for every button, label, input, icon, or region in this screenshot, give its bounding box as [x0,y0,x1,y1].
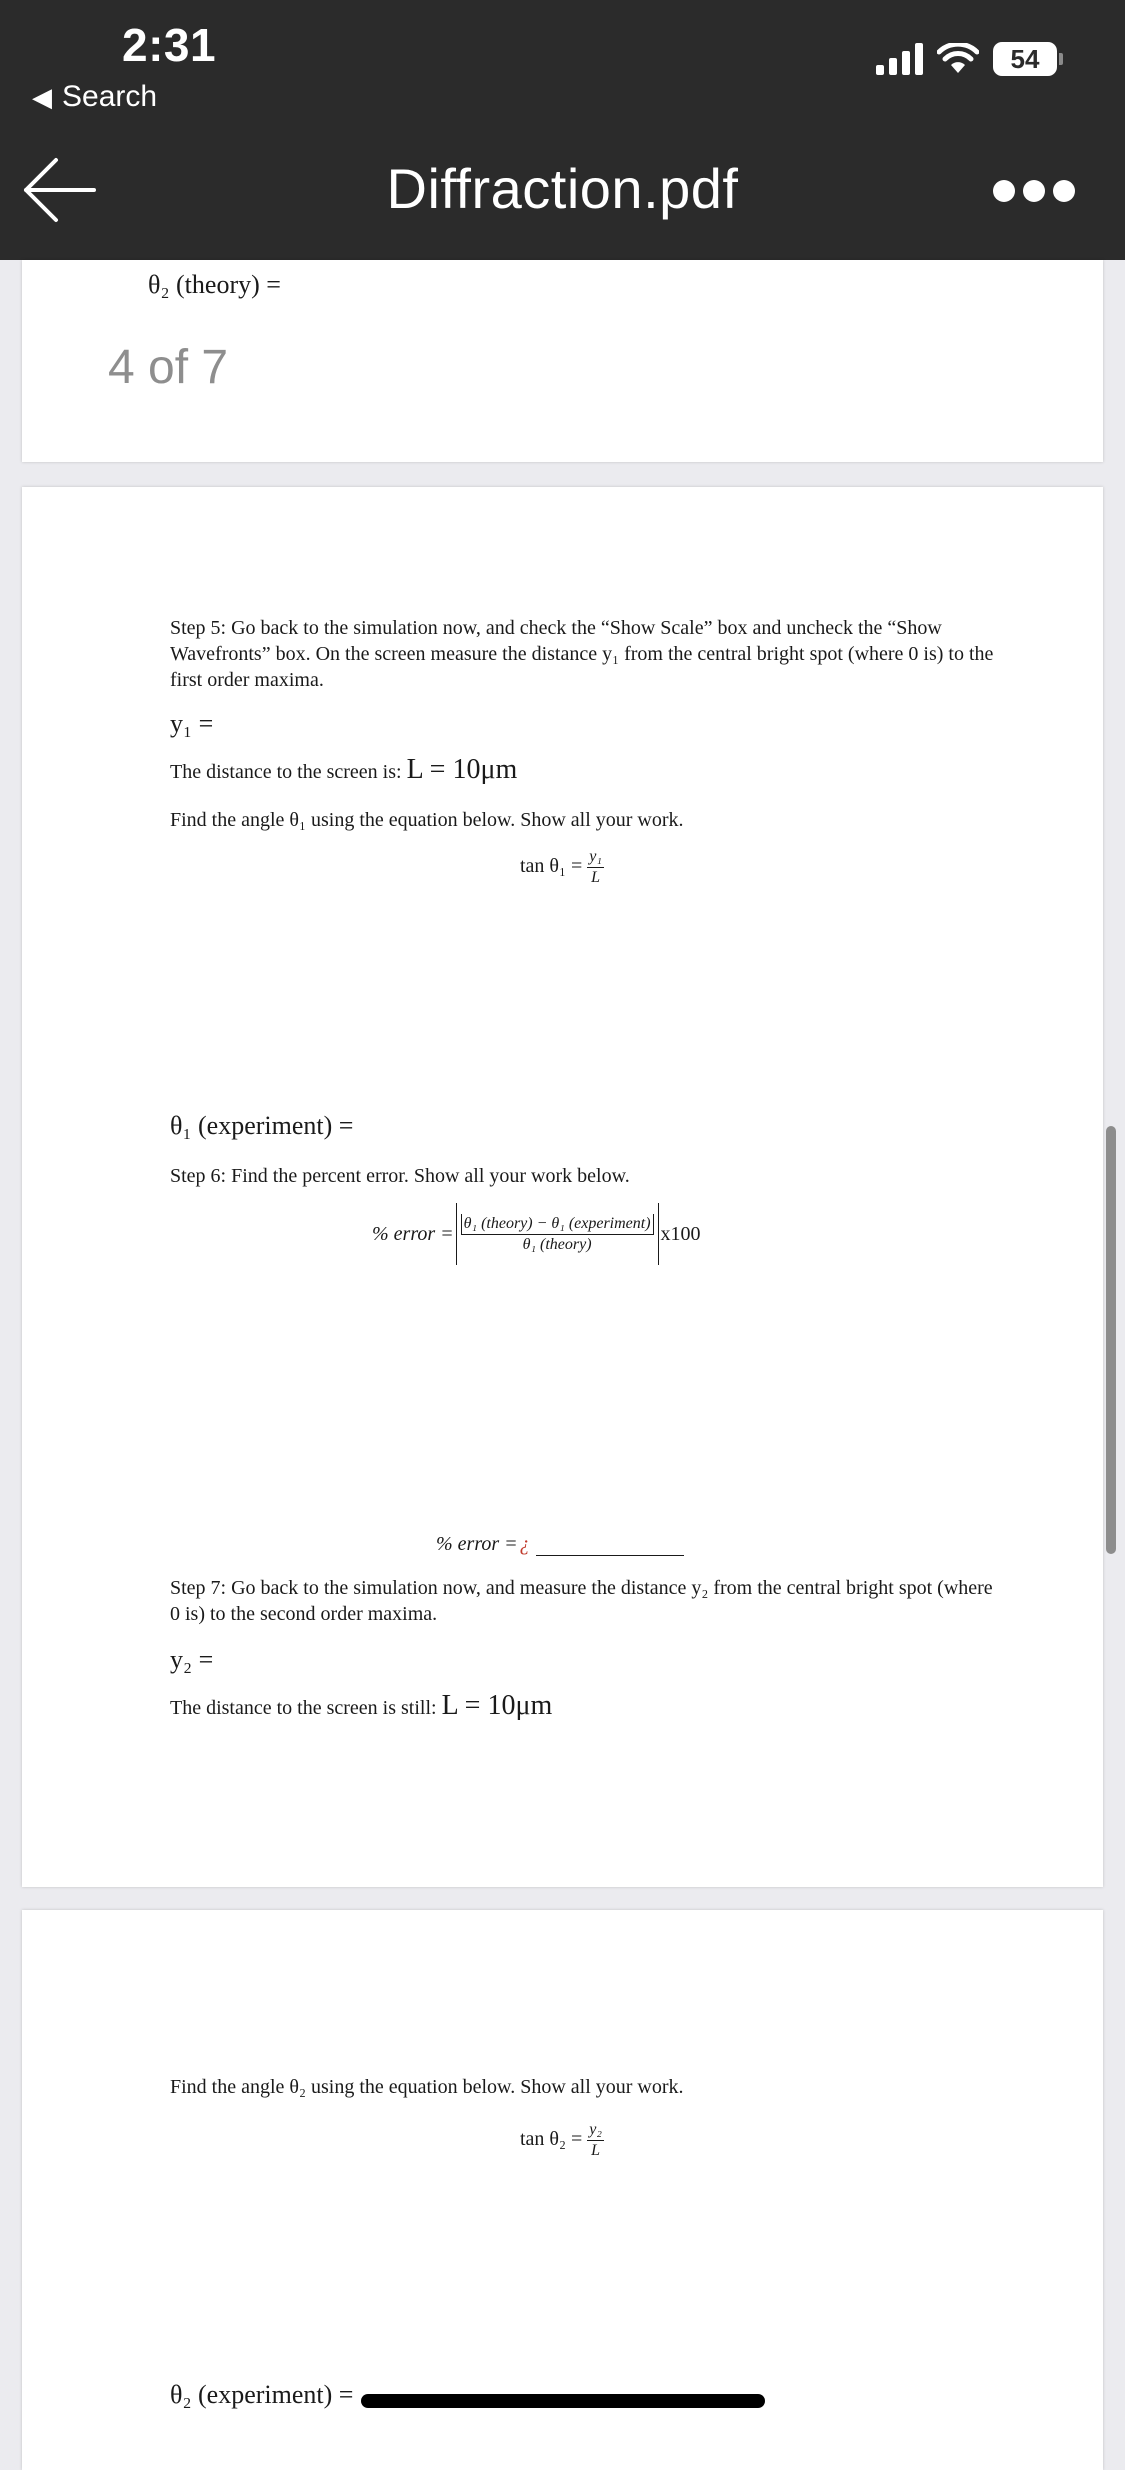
back-to-search-label: Search [62,80,158,113]
eq3-numerator: y₂ [587,2120,604,2141]
distance-still-label: The distance to the screen is still: [170,1697,437,1719]
theta1-experiment-label: θ₁ (experiment) = [170,1111,354,1140]
battery-level: 54 [993,42,1057,76]
top-bar [0,0,1125,260]
vertical-scrollbar[interactable] [1106,1126,1116,1554]
eq2-numerator: θ₁ (theory) − θ₁ (experiment) [461,1214,654,1235]
distance-still-value: L = 10μm [441,1690,553,1721]
percent-error-answer [436,1533,684,1556]
percent-error-answer-line[interactable] [536,1555,684,1556]
find-angle1-text: Find the angle θ₁ using the equation below. Show all your work. [170,809,684,831]
eq2-denominator: θ₁ (theory) [522,1235,592,1253]
eq2-lhs: % error = [372,1222,454,1245]
percent-error-label: % error = [436,1533,518,1555]
tan-theta2-equation [520,2120,604,2161]
eq3-lhs: tan θ₂ = [520,2128,583,2151]
eq1-lhs: tan θ₁ = [520,855,583,878]
y1-label: y₁ = [170,709,214,738]
status-icons [876,42,1063,76]
status-time: 2:31 [122,19,217,71]
step5-text: Step 5: Go back to the simulation now, and check the “Show Scale” box and uncheck the “Show Wavefronts” box. On the screen measure the distance y₁ from the central bright spot (where 0 is) to the first order maxima. [170,617,994,691]
percent-error-glyph: ¿ [519,1533,530,1555]
distance-line [170,754,1000,785]
more-horizontal-icon[interactable] [993,180,1075,202]
y2-label: y₂ = [170,1645,214,1674]
percent-error-equation [372,1203,701,1265]
back-triangle-icon: ◀ [32,81,52,112]
find-angle2-text: Find the angle θ₂ using the equation below. Show all your work. [170,2076,684,2098]
theta2-theory-label: θ₂ (theory) = [148,270,281,299]
wifi-icon [937,43,979,75]
home-indicator[interactable] [361,2394,765,2408]
theta2-experiment-label: θ₂ (experiment) = [170,2380,354,2409]
eq2-multiplier: x100 [660,1222,701,1245]
step7-text: Step 7: Go back to the simulation now, and measure the distance y₂ from the central bright spot (where 0 is) to the second order maxima. [170,1577,993,1625]
distance-label: The distance to the screen is: [170,761,402,783]
distance-value: L = 10μm [406,754,518,785]
tan-theta1-equation [520,847,604,888]
eq1-numerator: y₁ [587,847,604,868]
distance-still-line [170,1690,1000,1721]
document-title: Diffraction.pdf [386,157,739,220]
pdf-page-middle [22,487,1103,1887]
step6-text: Step 6: Find the percent error. Show all your work below. [170,1165,630,1187]
cellular-signal-icon [876,43,923,75]
battery-icon [993,42,1063,76]
back-to-search-link[interactable] [32,80,157,114]
eq1-denominator: L [591,869,601,886]
pdf-page-bottom [22,1910,1103,2470]
eq3-denominator: L [591,2142,601,2159]
page-indicator: 4 of 7 [108,341,229,394]
